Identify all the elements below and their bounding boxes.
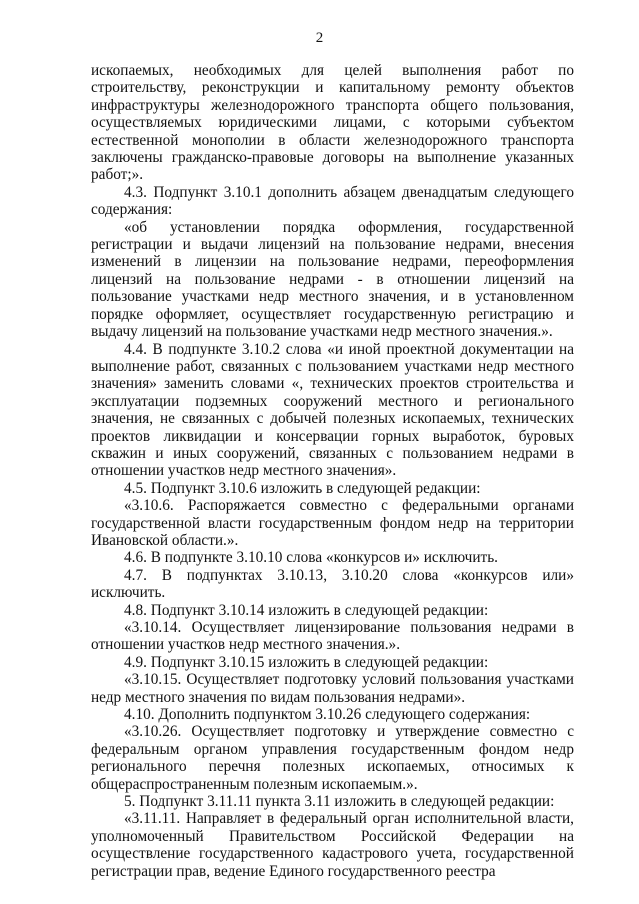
paragraph-4-3: 4.3. Подпункт 3.10.1 дополнить абзацем двенадцатым следующего содержания: bbox=[91, 183, 574, 219]
paragraph-4-8-quote: «3.10.14. Осуществляет лицензирование пользования недрами в отношении участков недр местного значения.». bbox=[91, 619, 574, 654]
paragraph-4-4: 4.4. В подпункте 3.10.2 слова «и иной проектной документации на выполнение работ, связанных с пользованием участками недр местного значения» заменить словами «, технических проектов строительства и эксплуатации подземных сооружений местного и регионального значения, не связанных с добычей полезных ископаемых, технических проектов ликвидации и консервации горных выработок, буровых скважин и иных сооружений, связанных с пользованием недрами в отношении участков недр местного значения». bbox=[91, 340, 574, 480]
paragraph-4-9-quote: «3.10.15. Осуществляет подготовку условий пользования участками недр местного значения по видам пользования недрами». bbox=[91, 671, 574, 706]
paragraph-4-6: 4.6. В подпункте 3.10.10 слова «конкурсов и» исключить. bbox=[124, 549, 498, 567]
paragraph-continuation: ископаемых, необходимых для целей выполнения работ по строительству, реконструкции и капитальному ремонту объектов инфраструктуры железнодорожного транспорта общего пользования, осуществляемых юридическими лицами, с которыми субъектом естественной монополии в области железнодорожного транспорта заключены гражданско-правовые договоры на выполнение указанных работ;». bbox=[91, 62, 574, 184]
paragraph-5: 5. Подпункт 3.11.11 пункта 3.11 изложить в следующей редакции: bbox=[124, 793, 555, 811]
paragraph-4-9: 4.9. Подпункт 3.10.15 изложить в следующей редакции: bbox=[124, 653, 489, 671]
paragraph-4-3-quote: «об установлении порядка оформления, государственной регистрации и выдачи лицензий на пользование недрами, внесения изменений в лицензии на пользование недрами, переоформления лицензий на пользование недрами - в отношении лицензий на пользование участками недр местного значения, и в установленном порядке оформляет, осуществляет государственную регистрацию и выдачу лицензий на пользование участками недр местного значения.». bbox=[91, 218, 574, 341]
paragraph-4-5: 4.5. Подпункт 3.10.6 изложить в следующей редакции: bbox=[124, 479, 481, 497]
page-number: 2 bbox=[315, 30, 324, 46]
paragraph-4-8: 4.8. Подпункт 3.10.14 изложить в следующей редакции: bbox=[124, 601, 489, 619]
paragraph-4-10-quote: «3.10.26. Осуществляет подготовку и утверждение совместно с федеральным органом управления государственным фондом недр регионального перечня полезных ископаемых, относимых к общераспространенным полезным ископаемым.». bbox=[91, 723, 574, 793]
paragraph-5-quote: «3.11.11. Направляет в федеральный орган исполнительной власти, уполномоченный Правительством Российской Федерации на осуществление государственного кадастрового учета, государственной регистрации прав, ведение Единого государственного реестра bbox=[91, 810, 574, 880]
document-body bbox=[91, 62, 574, 880]
paragraph-4-10: 4.10. Дополнить подпунктом 3.10.26 следующего содержания: bbox=[124, 706, 531, 724]
paragraph-4-7: 4.7. В подпунктах 3.10.13, 3.10.20 слова «конкурсов или» исключить. bbox=[91, 566, 574, 602]
paragraph-4-5-quote: «3.10.6. Распоряжается совместно с федеральными органами государственной власти государственным фондом недр на территории Ивановской области.». bbox=[91, 497, 574, 549]
